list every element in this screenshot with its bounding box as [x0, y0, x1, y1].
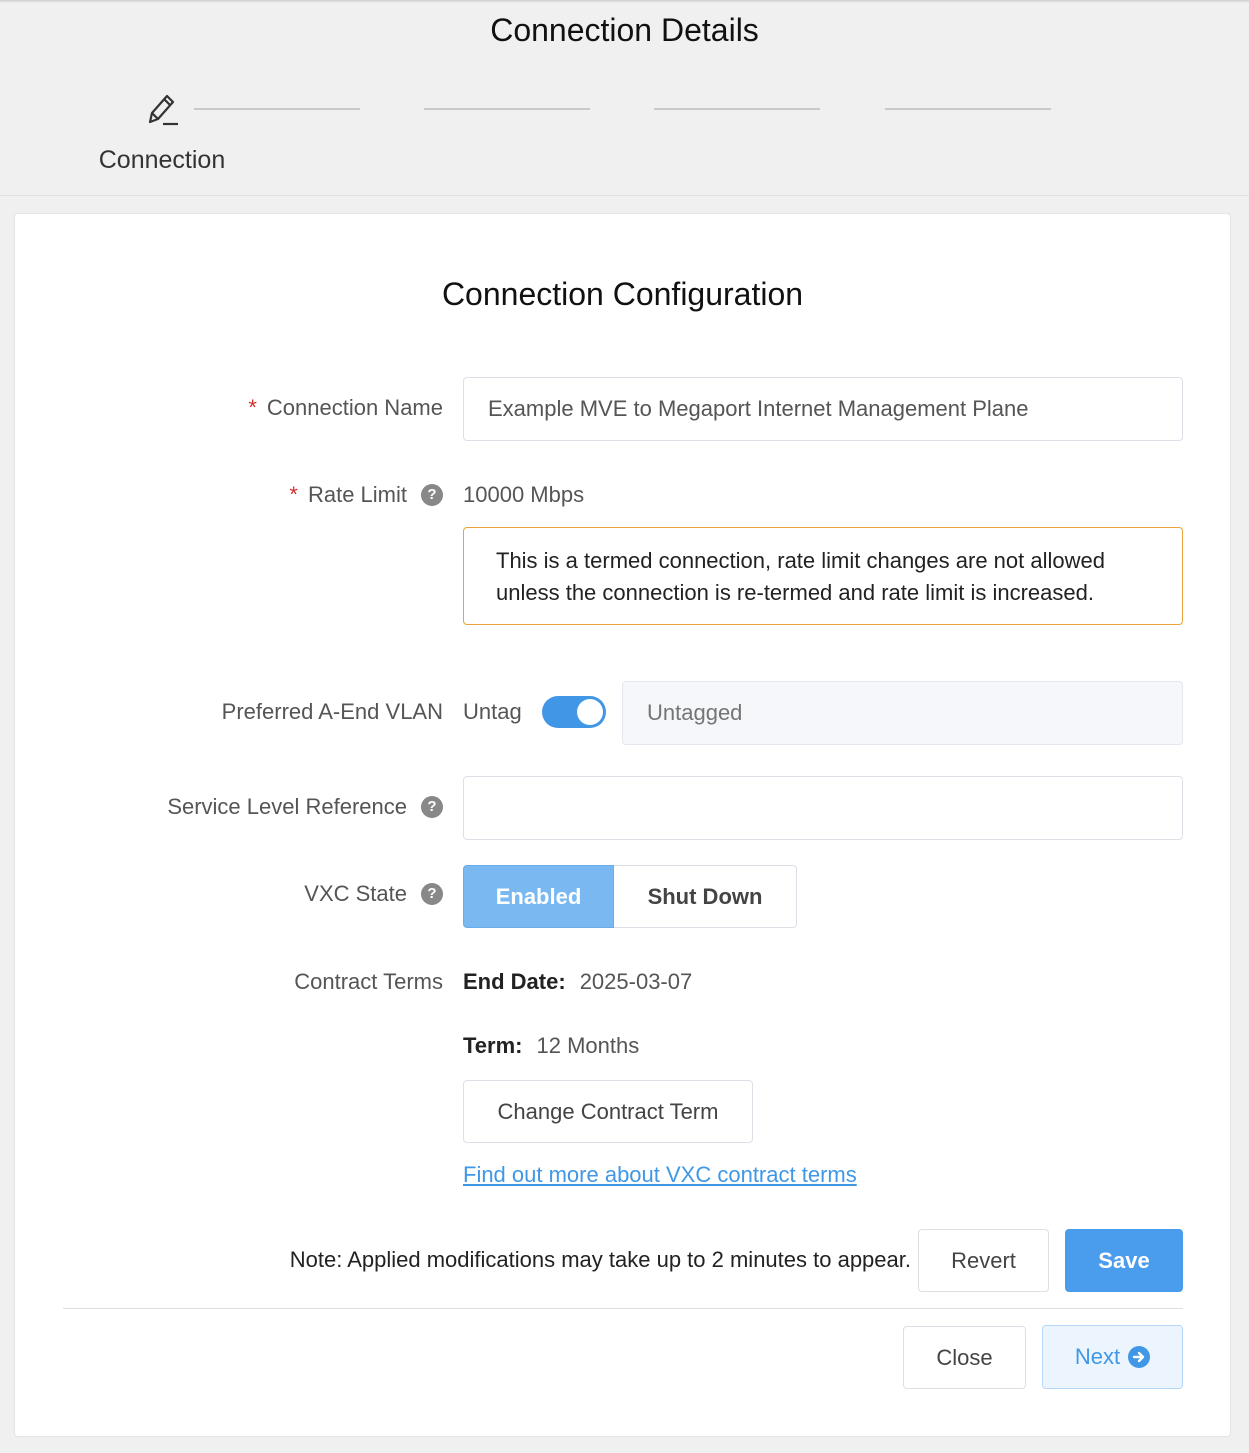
connection-config-card [14, 213, 1231, 1437]
help-icon[interactable]: ? [421, 484, 443, 506]
rate-limit-warning: This is a termed connection, rate limit changes are not allowed unless the connection is re-termed and rate limit is increased. [463, 527, 1183, 625]
step-connector [654, 108, 820, 110]
vlan-label: Preferred A-End VLAN [221, 699, 443, 724]
term-value: 12 Months [536, 1033, 640, 1058]
vxc-state-shutdown-button[interactable]: Shut Down [614, 865, 797, 928]
vxc-state-label-text: VXC State [304, 881, 407, 906]
help-icon[interactable]: ? [421, 796, 443, 818]
step-connection[interactable] [72, 86, 252, 175]
rate-limit-label-text: Rate Limit [307, 482, 407, 507]
vlan-input [622, 681, 1183, 745]
vxc-state-label [304, 881, 443, 907]
required-marker: * [248, 395, 257, 420]
term-label: Term: [463, 1033, 523, 1058]
rate-limit-label [289, 482, 443, 508]
pencil-icon [72, 86, 252, 132]
vxc-state-enabled-button[interactable]: Enabled [463, 865, 614, 928]
divider [63, 1308, 1183, 1309]
toggle-knob [577, 699, 603, 725]
arrow-right-circle-icon [1128, 1346, 1150, 1368]
contract-end-date [463, 969, 692, 995]
end-date-value: 2025-03-07 [579, 969, 693, 994]
revert-button[interactable]: Revert [918, 1229, 1049, 1292]
rate-limit-value: 10000 Mbps [463, 482, 585, 507]
untag-label: Untag [463, 699, 522, 724]
change-contract-term-button[interactable]: Change Contract Term [463, 1080, 753, 1143]
connection-name-input[interactable] [463, 377, 1183, 441]
dialog-title: Connection Details [490, 12, 759, 48]
untag-toggle[interactable] [542, 696, 606, 728]
step-label: Connection [98, 146, 226, 174]
help-icon[interactable]: ? [421, 883, 443, 905]
required-marker: * [289, 482, 298, 507]
step-connector [885, 108, 1051, 110]
step-connector [424, 108, 590, 110]
end-date-label: End Date: [463, 969, 566, 994]
section-title: Connection Configuration [441, 276, 804, 312]
service-level-reference-input[interactable] [463, 776, 1183, 840]
service-level-reference-label-text: Service Level Reference [167, 794, 407, 819]
contract-terms-link[interactable]: Find out more about VXC contract terms [463, 1162, 857, 1187]
dialog-header [0, 0, 1249, 196]
modification-note: Note: Applied modifications may take up to 2 minutes to appear. [289, 1247, 911, 1272]
connection-name-label [248, 395, 443, 421]
service-level-reference-label [167, 794, 443, 820]
next-button-label: Next [1074, 1344, 1121, 1369]
contract-terms-label: Contract Terms [294, 969, 443, 994]
contract-term [463, 1033, 639, 1059]
save-button[interactable]: Save [1065, 1229, 1183, 1292]
next-button[interactable] [1042, 1325, 1183, 1389]
close-button[interactable]: Close [903, 1326, 1026, 1389]
connection-name-label-text: Connection Name [266, 395, 443, 420]
